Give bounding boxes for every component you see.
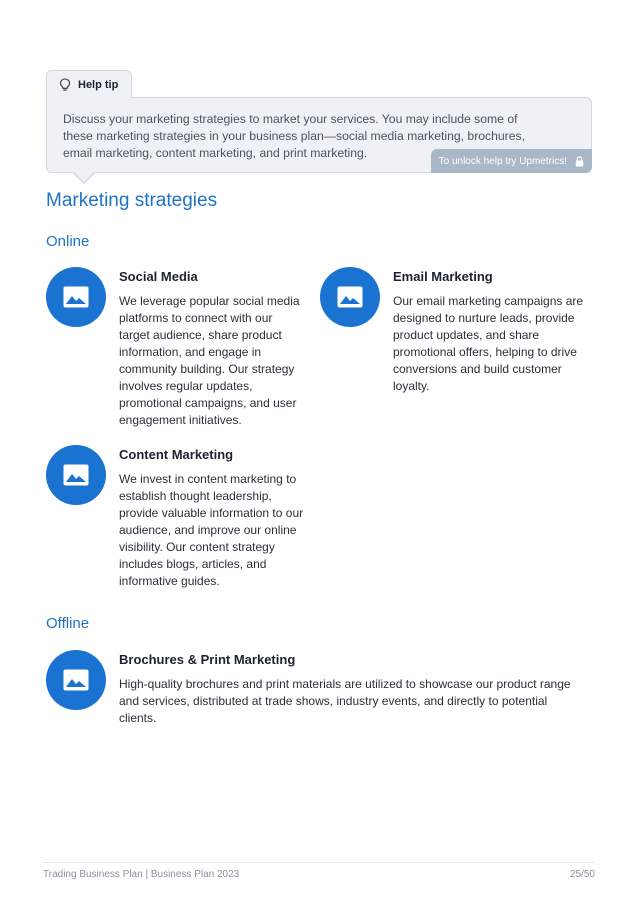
help-tip-pointer [72,172,96,184]
image-icon [337,286,363,308]
image-placeholder [46,445,106,505]
strategy-title: Content Marketing [119,447,234,462]
strategy-description: Our email marketing campaigns are designed to nurture leads, provide product updates, and share promotional offers, helping to drive conversions and build customer loyalty. [393,294,584,393]
image-icon [63,464,89,486]
help-tip-text: Discuss your marketing strategies to market your services. You may include some of these marketing strategies in your business plan—social media marketing, brochures, email marketing, content marketing, and print marketing. [63,112,525,160]
help-tip-label: Help tip [78,78,119,91]
strategy-description: We leverage popular social media platforms to connect with our target audience, share product information, and engage in community building. Our strategy involves regular updates, promotional campaigns, and user engagement initiatives. [119,294,300,427]
image-placeholder [46,267,106,327]
online-heading: Online [46,233,90,250]
image-placeholder [46,650,106,710]
strategy-description: High-quality brochures and print materials are utilized to showcase our product range and services, distributed at trade shows, industry events, and directly to potential clients. [119,677,571,725]
help-tip-box [46,97,592,173]
strategy-title: Brochures & Print Marketing [119,652,296,667]
strategy-description: We invest in content marketing to establish thought leadership, provide valuable information to our audience, and improve our online visibility. Our content strategy includes blogs, articles, and informative guides. [119,472,304,588]
offline-heading: Offline [46,615,90,632]
image-placeholder [320,267,380,327]
lightbulb-icon [59,78,71,92]
unlock-help-button[interactable] [431,149,592,173]
strategy-title: Social Media [119,269,198,284]
footer-page-number: 25/50 [569,869,595,880]
footer-divider [43,862,595,863]
footer-document-title: Trading Business Plan | Business Plan 2023 [43,869,240,880]
image-icon [63,669,89,691]
page-title: Marketing strategies [46,190,218,211]
image-icon [63,286,89,308]
strategy-title: Email Marketing [393,269,493,284]
help-tip-tab [46,70,132,98]
lock-icon [575,156,584,167]
unlock-help-label: To unlock help try Upmetrics! [438,155,567,167]
